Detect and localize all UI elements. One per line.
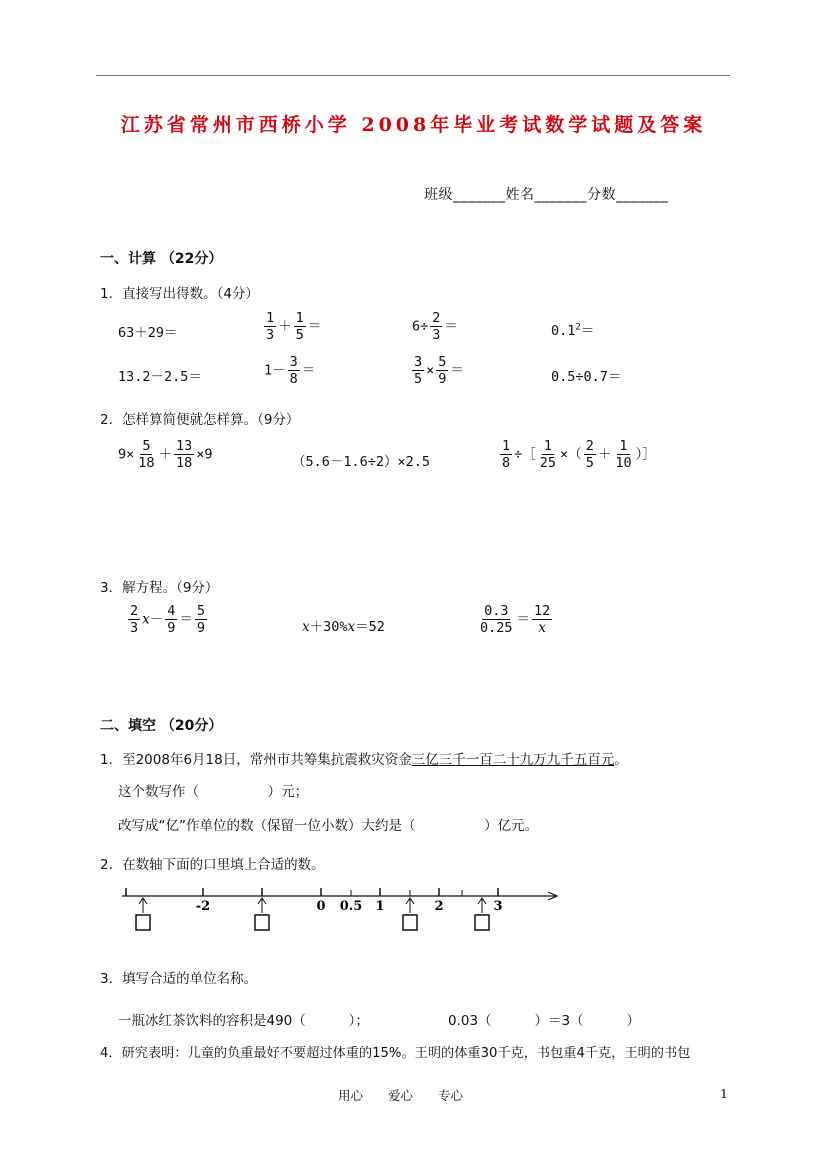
s2-q3-label: 3．填写合适的单位名称。	[100, 971, 258, 987]
tick-label: -2	[195, 899, 211, 914]
s2-q1-line1: 1．至2008年6月18日，常州市共筹集抗震救灾资金三亿三千一百二十九万九千五百元。	[100, 752, 628, 768]
q1-r1c2: $\frac{1}{3}$ ＋ $\frac{1}{5}$ ＝	[266, 310, 322, 344]
s2-q1-line3: 改写成“亿”作单位的数（保留一位小数）大约是（ ）亿元。	[118, 818, 539, 834]
q3-e3: $\frac{0.3}{0.25}$ ＝ $\frac{12}{x}$	[480, 603, 551, 637]
fraction: $\frac{1}{3}$	[266, 310, 275, 344]
tick-label: 0	[316, 899, 326, 914]
fraction: $\frac{2}{5}$	[585, 438, 594, 472]
tick-label: 0.5	[339, 899, 363, 914]
q2-e1: 9× $\frac{5}{18}$ ＋ $\frac{13}{18}$ ×9	[118, 438, 213, 472]
page-number: 1	[720, 1086, 728, 1101]
fraction: $\frac{2}{3}$	[130, 603, 139, 637]
q1-r1c1: 63＋29＝	[118, 325, 178, 341]
q3-label: 3．解方程。（9分）	[100, 580, 219, 596]
q2-label: 2．怎样算简便就怎样算。（9分）	[100, 412, 300, 428]
fraction: $\frac{5}{18}$	[138, 438, 155, 472]
answer-box-4	[475, 898, 489, 930]
q1-r2c4: 0.5÷0.7＝	[551, 369, 622, 385]
s2-q2-label: 2．在数轴下面的口里填上合适的数。	[100, 857, 325, 873]
section1-heading: 一、计算 （22分）	[100, 251, 223, 267]
s2-q4-line: 4．研究表明：儿童的负重最好不要超过体重的15%。王明的体重30千克，书包重4千克，王明的书包	[100, 1046, 691, 1061]
answer-box-2	[255, 898, 269, 930]
tick-label: 1	[375, 899, 385, 914]
fraction: $\frac{5}{9}$	[438, 354, 447, 388]
s2-q3-line: 一瓶冰红茶饮料的容积是490（ ）；	[118, 1013, 369, 1029]
fraction: $\frac{0.3}{0.25}$	[480, 603, 513, 637]
fraction: $\frac{1}{10}$	[615, 438, 632, 472]
fraction: $\frac{13}{18}$	[176, 438, 193, 472]
number-line	[118, 880, 568, 940]
tick-label: 3	[493, 899, 503, 914]
q1-r2c2: 1－ $\frac{3}{8}$ ＝	[264, 354, 316, 388]
page-title: 江苏省常州市西桥小学 2008年毕业考试数学试题及答案	[120, 114, 707, 136]
fraction: $\frac{5}{9}$	[196, 603, 206, 637]
fraction: $\frac{2}{3}$	[432, 310, 441, 344]
fraction: $\frac{4}{9}$	[167, 603, 176, 637]
header-rule	[96, 75, 730, 76]
q1-r1c4: $0.1^2=$	[551, 322, 595, 339]
fraction: $\frac{1}{5}$	[295, 310, 304, 344]
fraction: $\frac{12}{x}$	[534, 603, 551, 637]
q3-e2: x＋30%x＝52	[302, 619, 385, 635]
answer-box-1	[136, 898, 150, 930]
q2-e2: （5.6－1.6÷2）×2.5	[292, 454, 431, 470]
footer-slogan: 用心 爱心 专心	[338, 1088, 464, 1103]
q1-r2c1: 13.2－2.5＝	[118, 369, 202, 385]
answer-box-3	[403, 898, 417, 930]
q1-r2c3: $\frac{3}{5}$ × $\frac{5}{9}$ ＝	[414, 354, 464, 388]
student-info-line: 班级_______姓名_______分数_______	[424, 187, 669, 203]
fraction: $\frac{1}{25}$	[539, 438, 557, 472]
fraction: $\frac{1}{8}$	[502, 438, 511, 472]
q3-e1: $\frac{2}{3}$ x－ $\frac{4}{9}$ ＝ $\frac{5}{9}$	[130, 603, 206, 637]
q2-e3: $\frac{1}{8}$ ÷［ $\frac{1}{25}$ ×（ $\frac{2}{5}$ ＋ $\frac{1}{10}$ ）］	[502, 438, 656, 472]
fraction: $\frac{3}{8}$	[289, 354, 298, 388]
q1-label: 1．直接写出得数。（4分）	[100, 286, 259, 302]
fraction: $\frac{3}{5}$	[414, 354, 423, 388]
s2-q1-line2: 这个数写作（ ）元；	[118, 784, 309, 800]
tick-label: 2	[434, 899, 444, 914]
q1-r1c3: 6÷ $\frac{2}{3}$ ＝	[412, 310, 458, 344]
s2-q3-line-b: 0.03（ ）＝3（ ）	[448, 1013, 640, 1029]
section2-heading: 二、填空 （20分）	[100, 718, 223, 734]
